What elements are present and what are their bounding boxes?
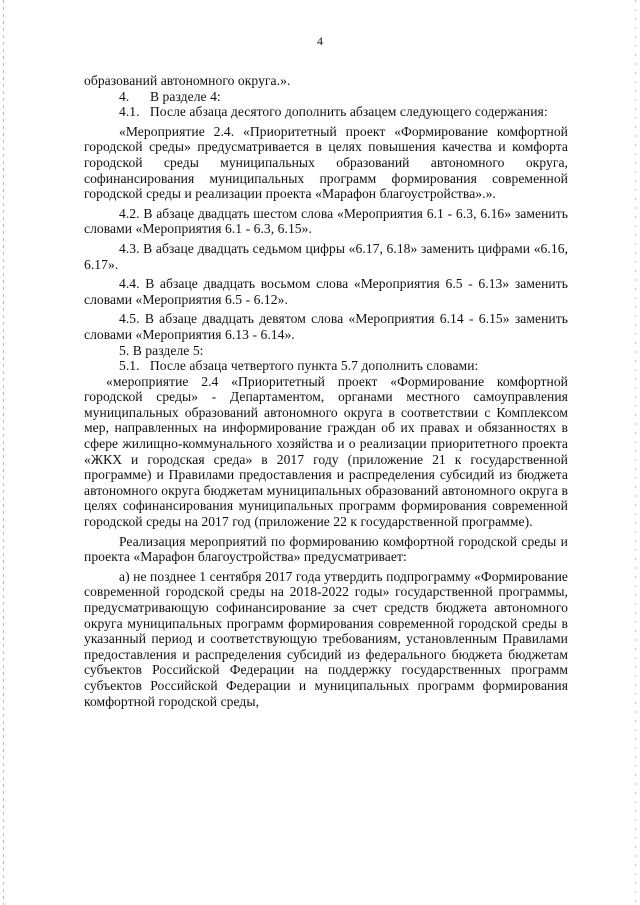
document-body	[84, 73, 568, 709]
paragraph-4-3: 4.3. В абзаце двадцать седьмом цифры «6.17, 6.18» заменить цифрами «6.16, 6.17».	[84, 240, 568, 272]
paragraph-4-5: 4.5. В абзаце двадцать девятом слова «Мероприятия 6.14 - 6.15» заменить словами «Мероприятия 6.13 - 6.14».	[84, 311, 568, 342]
paragraph-4-2: 4.2. В абзаце двадцать шестом слова «Мероприятия 6.1 - 6.3, 6.16» заменить словами «Мероприятия 6.1 - 6.3, 6.15».	[84, 205, 568, 237]
paragraph-measure-2-4-text: «мероприятие 2.4 «Приоритетный проект «Формирование комфортной городской среды» - Департаментом, органами местного самоуправления муниципальных образований автономного округа в соответствии с Комплексом мер, направленных на информирование граждан об их правах и обязанностях в сфере жилищно-коммунального хозяйства и о реализации приоритетного проекта «ЖКХ и городская среда» в 2017 году (приложение 21 к государственной программе) и Правилами предоставления и распределения субсидий из бюджета автономного округа бюджетам муниципальных образований автономного округа в целях софинансирования муниципальных программ формирования современной городской среды на 2017 год (приложение 22 к государственной программе).	[84, 373, 568, 530]
paragraph-continuation: образований автономного округа.».	[84, 73, 291, 88]
paragraph-section-4-heading: 4. В разделе 4:	[119, 88, 221, 104]
scan-edge-right	[635, 0, 636, 905]
paragraph-4-4: 4.4. В абзаце двадцать восьмом слова «Мероприятия 6.5 - 6.13» заменить словами «Мероприятия 6.5 - 6.12».	[84, 276, 568, 307]
paragraph-implementation-intro: Реализация мероприятий по формированию комфортной городской среды и проекта «Марафон благоустройства» предусматривает:	[84, 533, 568, 565]
paragraph-item-a: а) не позднее 1 сентября 2017 года утвердить подпрограмму «Формирование современной городской среды на 2018-2022 годы» государственной программы, предусматривающую софинансирование за счет средств бюджета автономного округа муниципальных программ формирования современной городской среды в указанный период и соответствующую требованиям, установленным Правилами предоставления и распределения субсидий из федерального бюджета бюджетам субъектов Российской Федерации на поддержку государственных программ субъектов Российской Федерации и муниципальных программ формирования комфортной городской среды,	[84, 568, 568, 709]
paragraph-measure-2-4: «Мероприятие 2.4. «Приоритетный проект «Формирование комфортной городской среды» предусматривается в целях повышения качества и комфорта городской среды муниципальных образований автономного округа, софинансирования муниципальных программ формирования современной городской среды и реализации проекта «Марафон благоустройства».».	[84, 123, 568, 202]
paragraph-4-1: 4.1. После абзаца десятого дополнить абзацем следующего содержания:	[119, 104, 548, 120]
scan-edge-left	[3, 0, 4, 905]
page-number: 4	[317, 34, 323, 48]
paragraph-section-5-heading: 5. В разделе 5:	[119, 342, 204, 358]
paragraph-5-1: 5.1. После абзаца четвертого пункта 5.7 дополнить словами:	[119, 358, 479, 374]
